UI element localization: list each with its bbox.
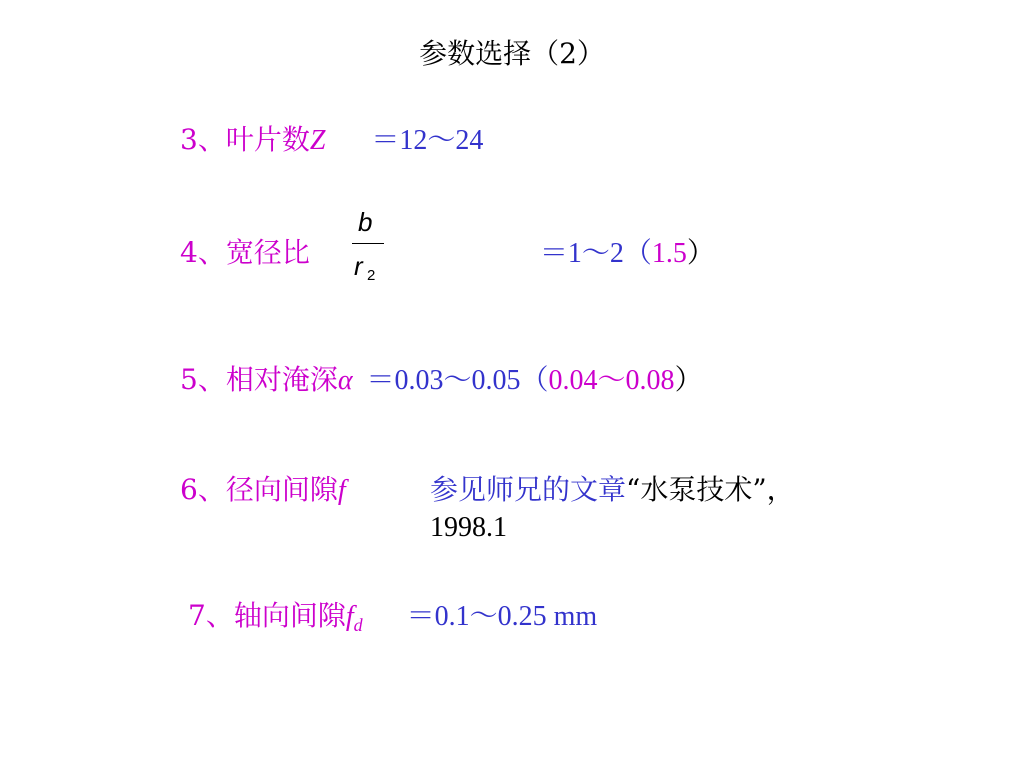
item-value: ＝0.03～0.05（ <box>366 365 549 396</box>
item-value: ＝1～2（ <box>539 238 652 269</box>
slide-title: 参数选择（2） <box>419 37 605 70</box>
item-label: 5、相对淹深 <box>180 363 338 396</box>
item-symbol: Z <box>309 125 326 156</box>
item-value-close: ） <box>686 236 715 269</box>
item-value: ＝12～24 <box>371 125 484 156</box>
item-symbol: f <box>345 601 354 632</box>
item-symbol: α <box>337 365 353 396</box>
item-axial-clearance <box>188 598 597 643</box>
item-relative-submergence <box>180 362 703 399</box>
item-symbol-subscript: d <box>353 615 363 635</box>
item-label: 6、径向间隙 <box>180 473 338 506</box>
item-radial-clearance <box>180 472 346 509</box>
item-value: ＝0.1～0.25 mm <box>406 601 598 632</box>
item-symbol: f <box>337 475 346 506</box>
item-label: 3、叶片数 <box>180 123 310 156</box>
fraction-bar <box>352 243 384 244</box>
fraction-denominator: r <box>354 251 363 281</box>
fraction-subscript: 2 <box>367 267 376 284</box>
item-value-highlight: 0.04～0.08 <box>548 365 675 396</box>
fraction-numerator: b <box>358 207 373 237</box>
item-label: 4、宽径比 <box>180 236 310 269</box>
item-label: 7、轴向间隙 <box>188 599 346 632</box>
item-width-ratio <box>180 235 715 272</box>
reference-text <box>430 472 795 508</box>
reference-title: “水泵技术”， <box>626 473 795 506</box>
item-value-highlight: 1.5 <box>651 238 687 269</box>
width-ratio-fraction <box>350 205 388 295</box>
item-value-close: ） <box>674 363 703 396</box>
item-blade-count <box>180 122 483 159</box>
reference-year: 1998.1 <box>430 512 507 543</box>
reference-prefix: 参见师兄的文章 <box>430 473 627 506</box>
